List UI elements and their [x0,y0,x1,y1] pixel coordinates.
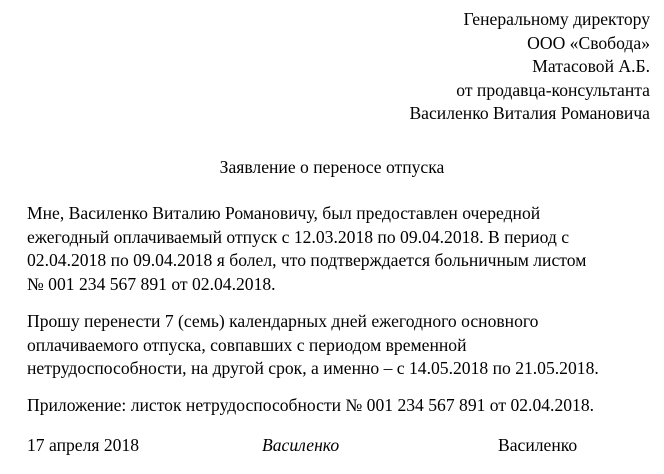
sender-name: Василенко Виталия Романовича [409,103,650,123]
paragraph-line: Прошу перенести 7 (семь) календарных дней ежегодного основного [27,311,539,331]
addressee-position: Генеральному директору [463,9,650,29]
document-title: Заявление о переносе отпуска [219,157,445,177]
paragraph-line: № 001 234 567 891 от 02.04.2018. [27,273,276,294]
addressee-company: ООО «Свобода» [527,32,650,53]
paragraph-request [27,310,652,381]
attachment-line [27,394,652,418]
signature-date: 17 апреля 2018 [27,435,140,455]
paragraph-line: 02.04.2018 по 09.04.2018 я болел, что подтверждается больничным листом [27,250,587,270]
addressee-name: Матасовой А.Б. [532,56,650,76]
signature-handwritten: Василенко [262,435,340,455]
addressee-block [409,8,650,126]
paragraph-line: оплачиваемого отпуска, совпавших с периодом временной [27,334,467,355]
paragraph-line: Мне, Василенко Виталию Романовичу, был предоставлен очередной [27,203,541,223]
attachment-text: Приложение: листок нетрудоспособности № 001 234 567 891 от 02.04.2018. [27,395,595,415]
paragraph-vacation-info [27,202,652,296]
paragraph-line: ежегодный оплачиваемый отпуск с 12.03.2018 по 09.04.2018. В период с [27,226,570,247]
signature-name: Василенко [498,435,578,455]
sender-position: от продавца-консультанта [456,79,650,100]
paragraph-line: нетрудоспособности, на другой срок, а именно – с 14.05.2018 по 21.05.2018. [27,358,599,378]
